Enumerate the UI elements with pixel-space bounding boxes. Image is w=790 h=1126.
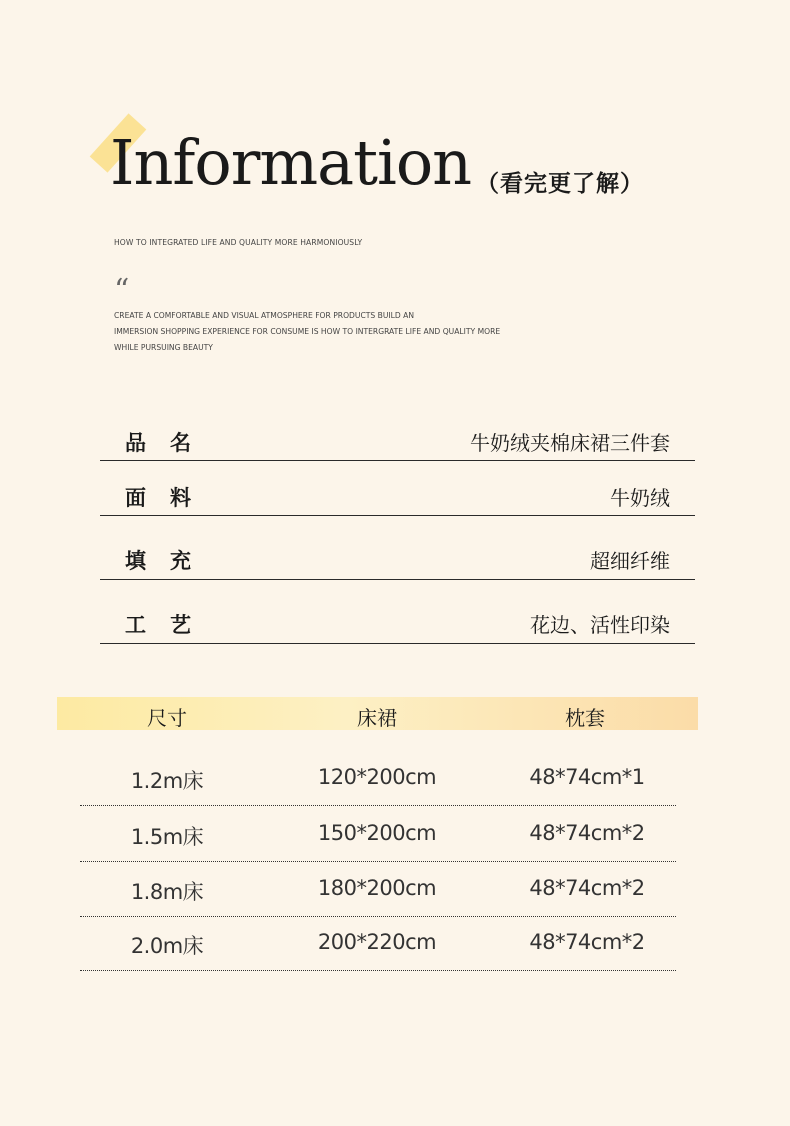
cell-size: 2.0m床 bbox=[130, 934, 204, 958]
cell-size: 1.5m床 bbox=[130, 825, 204, 849]
column-header-pillowcase: 枕套 bbox=[565, 706, 605, 730]
spec-value: 牛奶绒夹棉床裙三件套 bbox=[470, 431, 670, 455]
column-header-size: 尺寸 bbox=[147, 706, 187, 730]
page-title: Information bbox=[110, 126, 472, 199]
page-subtitle: （看完更了解） bbox=[476, 171, 644, 197]
tagline: HOW TO INTEGRATED LIFE AND QUALITY MORE HARMONIOUSLY bbox=[114, 238, 363, 247]
cell-pillowcase: 48*74cm*1 bbox=[529, 765, 645, 789]
cell-bedskirt: 120*200cm bbox=[317, 765, 437, 789]
spec-value: 超细纤维 bbox=[590, 549, 670, 573]
quote-icon: “ bbox=[114, 273, 130, 308]
table-row bbox=[80, 807, 676, 862]
cell-size: 1.8m床 bbox=[130, 880, 204, 904]
spec-row-filling bbox=[100, 530, 695, 580]
spec-value: 牛奶绒 bbox=[610, 486, 670, 510]
cell-size: 1.2m床 bbox=[130, 769, 204, 793]
spec-label: 填充 bbox=[125, 549, 215, 573]
size-table-header bbox=[57, 697, 698, 730]
table-row bbox=[80, 751, 676, 806]
spec-label: 工艺 bbox=[125, 613, 215, 637]
spec-label: 面料 bbox=[125, 486, 215, 510]
table-row bbox=[80, 862, 676, 917]
table-row bbox=[80, 916, 676, 971]
cell-pillowcase: 48*74cm*2 bbox=[529, 821, 645, 845]
cell-pillowcase: 48*74cm*2 bbox=[529, 930, 645, 954]
spec-value: 花边、活性印染 bbox=[530, 613, 670, 637]
intro-text bbox=[114, 308, 534, 356]
spec-row-craft bbox=[100, 594, 695, 644]
cell-bedskirt: 200*220cm bbox=[317, 930, 437, 954]
intro-line: WHILE PURSUING BEAUTY bbox=[114, 343, 213, 352]
spec-row-fabric bbox=[100, 470, 695, 516]
column-header-bedskirt: 床裙 bbox=[357, 706, 397, 730]
cell-pillowcase: 48*74cm*2 bbox=[529, 876, 645, 900]
spec-row-name bbox=[100, 415, 695, 461]
cell-bedskirt: 180*200cm bbox=[317, 876, 437, 900]
intro-line: IMMERSION SHOPPING EXPERIENCE FOR CONSUME IS HOW TO INTERGRATE LIFE AND QUALITY MORE bbox=[114, 327, 501, 336]
cell-bedskirt: 150*200cm bbox=[317, 821, 437, 845]
spec-label: 品名 bbox=[125, 431, 215, 455]
intro-line: CREATE A COMFORTABLE AND VISUAL ATMOSPHERE FOR PRODUCTS BUILD AN bbox=[114, 311, 415, 320]
